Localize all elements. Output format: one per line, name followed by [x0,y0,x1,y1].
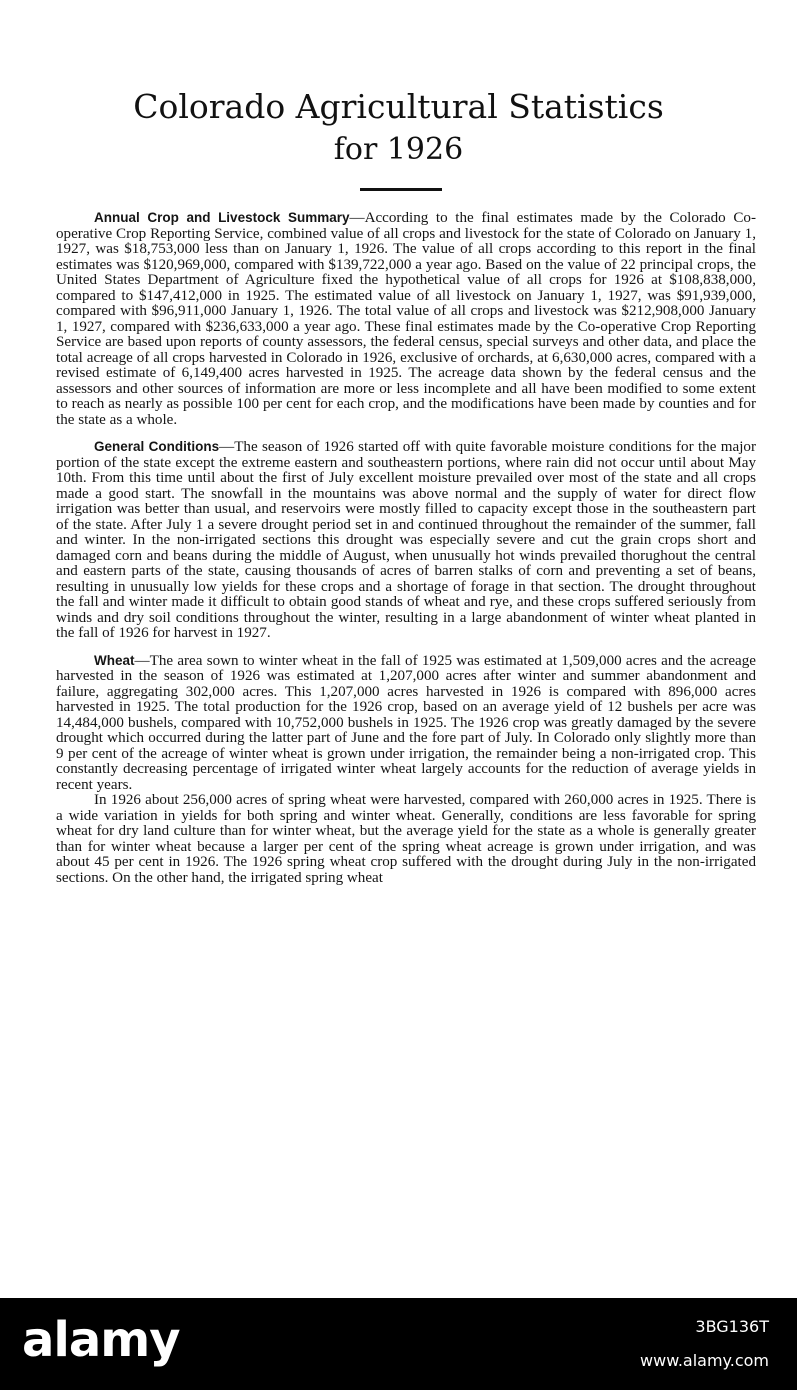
paragraph-text: —According to the final estimates made by the Colorado Co-operative Crop Reporting Service, combined value of all crops and livestock for the state of Colorado on January 1, 1927, was $18,753,000 less than on January 1, 1926. The value of all crops according to this report in the final estimates was $120,969,000, compared with $139,722,000 a year ago. Based on the value of 22 principal crops, the United States Department of Agriculture fixed the hypothetical value of all crops for 1926 at $108,838,000, compared to $147,412,000 in 1925. The estimated value of all livestock on January 1, 1927, was $91,939,000, compared with $96,911,000 January 1, 1926. The total value of all crops and livestock was $212,908,000 January 1, 1927, compared with $236,633,000 a year ago. These final estimates made by the Co-operative Crop Reporting Service are based upon reports of county assessors, the federal census, special surveys and other data, and place the total acreage of all crops harvested in Colorado in 1926, exclusive of orchards, at 6,630,000 acres, compared with a revised estimate of 6,149,400 acres harvested in 1925. The acreage data shown by the federal census and the assessors and other sources of information are more or less incomplete and all have been modified to some extent to reach as nearly as possible 100 per cent for each crop, and the modifications have been made by counties and for the state as a whole. [56,210,756,428]
paragraph-text: In 1926 about 256,000 acres of spring wheat were harvested, compared with 260,000 acres in 1925. There is a wide variation in yields for both spring and winter wheat. Generally, conditions are less favorable for spring wheat for dry land culture than for winter wheat, but the average yield for the state as a whole is generally greater than for winter wheat because a larger per cent of the spring wheat acreage is grown under irrigation, and was about 45 per cent in 1926. The 1926 spring wheat crop suffered with the drought during July in the non-irrigated sections. On the other hand, the irrigated spring wheat [56,792,756,886]
paragraph-annual-summary [56,210,756,428]
paragraph-heading: Wheat [94,652,135,668]
alamy-logo: alamy [22,1312,180,1368]
paragraph-text: —The season of 1926 started off with quite favorable moisture conditions for the major portion of the state except the extreme eastern and southeastern portions, where rain did not occur until about May 10th. From this time until about the first of July excellent moisture prevailed over most of the state and all crops made a good start. The snowfall in the mountains was above normal and the supply of water for direct flow irrigation was better than usual, and reservoirs were mostly filled to capacity except those in the southeastern part of the state. After July 1 a severe drought period set in and continued throughout the remainder of the summer, fall and winter. In the non-irrigated sections this drought was especially severe and cut the grain crops short and damaged corn and beans during the middle of August, when unusually hot winds prevailed thorughout the central and eastern parts of the state, causing thousands of acres of barren stalks of corn and preventing a set of beans, resulting in unusually low yields for these crops and a shortage of forage in that section. The drought throughout the fall and winter made it difficult to obtain good stands of wheat and rye, and these crops suffered seriously from winds and dry soil conditions throughout the winter, resulting in a large abandonment of winter wheat planted in the fall of 1926 for harvest in 1927. [56,439,756,641]
paragraph-heading: Annual Crop and Livestock Summary [94,210,350,225]
document-body [56,210,756,886]
title-divider [360,188,442,191]
paragraph-spring-wheat [56,793,756,886]
site-url: www.alamy.com [640,1351,769,1370]
document-subtitle: for 1926 [333,132,464,167]
document-title: Colorado Agricultural Statistics [133,87,664,126]
image-id-label: 3BG136T [695,1317,769,1336]
paragraph-heading: General Conditions [94,439,220,454]
paragraph-text: —The area sown to winter wheat in the fall of 1925 was estimated at 1,509,000 acres and the acreage harvested in the season of 1926 was estimated at 1,207,000 acres after winter and summer abandonment and failure, aggregating 302,000 acres. This 1,207,000 acres harvested in 1926 is compared with 896,000 acres harvested in 1925. The total production for the 1926 crop, based on an average yield of 12 bushels per acre was 14,484,000 bushels, compared with 10,752,000 bushels in 1925. The 1926 crop was greatly damaged by the severe drought which occurred during the latter part of June and the fore part of July. In Colorado only slightly more than 9 per cent of the acreage of winter wheat is grown under irrigation, the remainder being a non-irrigated crop. This constantly decreasing percentage of irrigated winter wheat largely accounts for the reduction of average yields in recent years. [56,652,756,793]
paragraph-wheat [56,653,756,794]
paragraph-general-conditions [56,439,756,642]
